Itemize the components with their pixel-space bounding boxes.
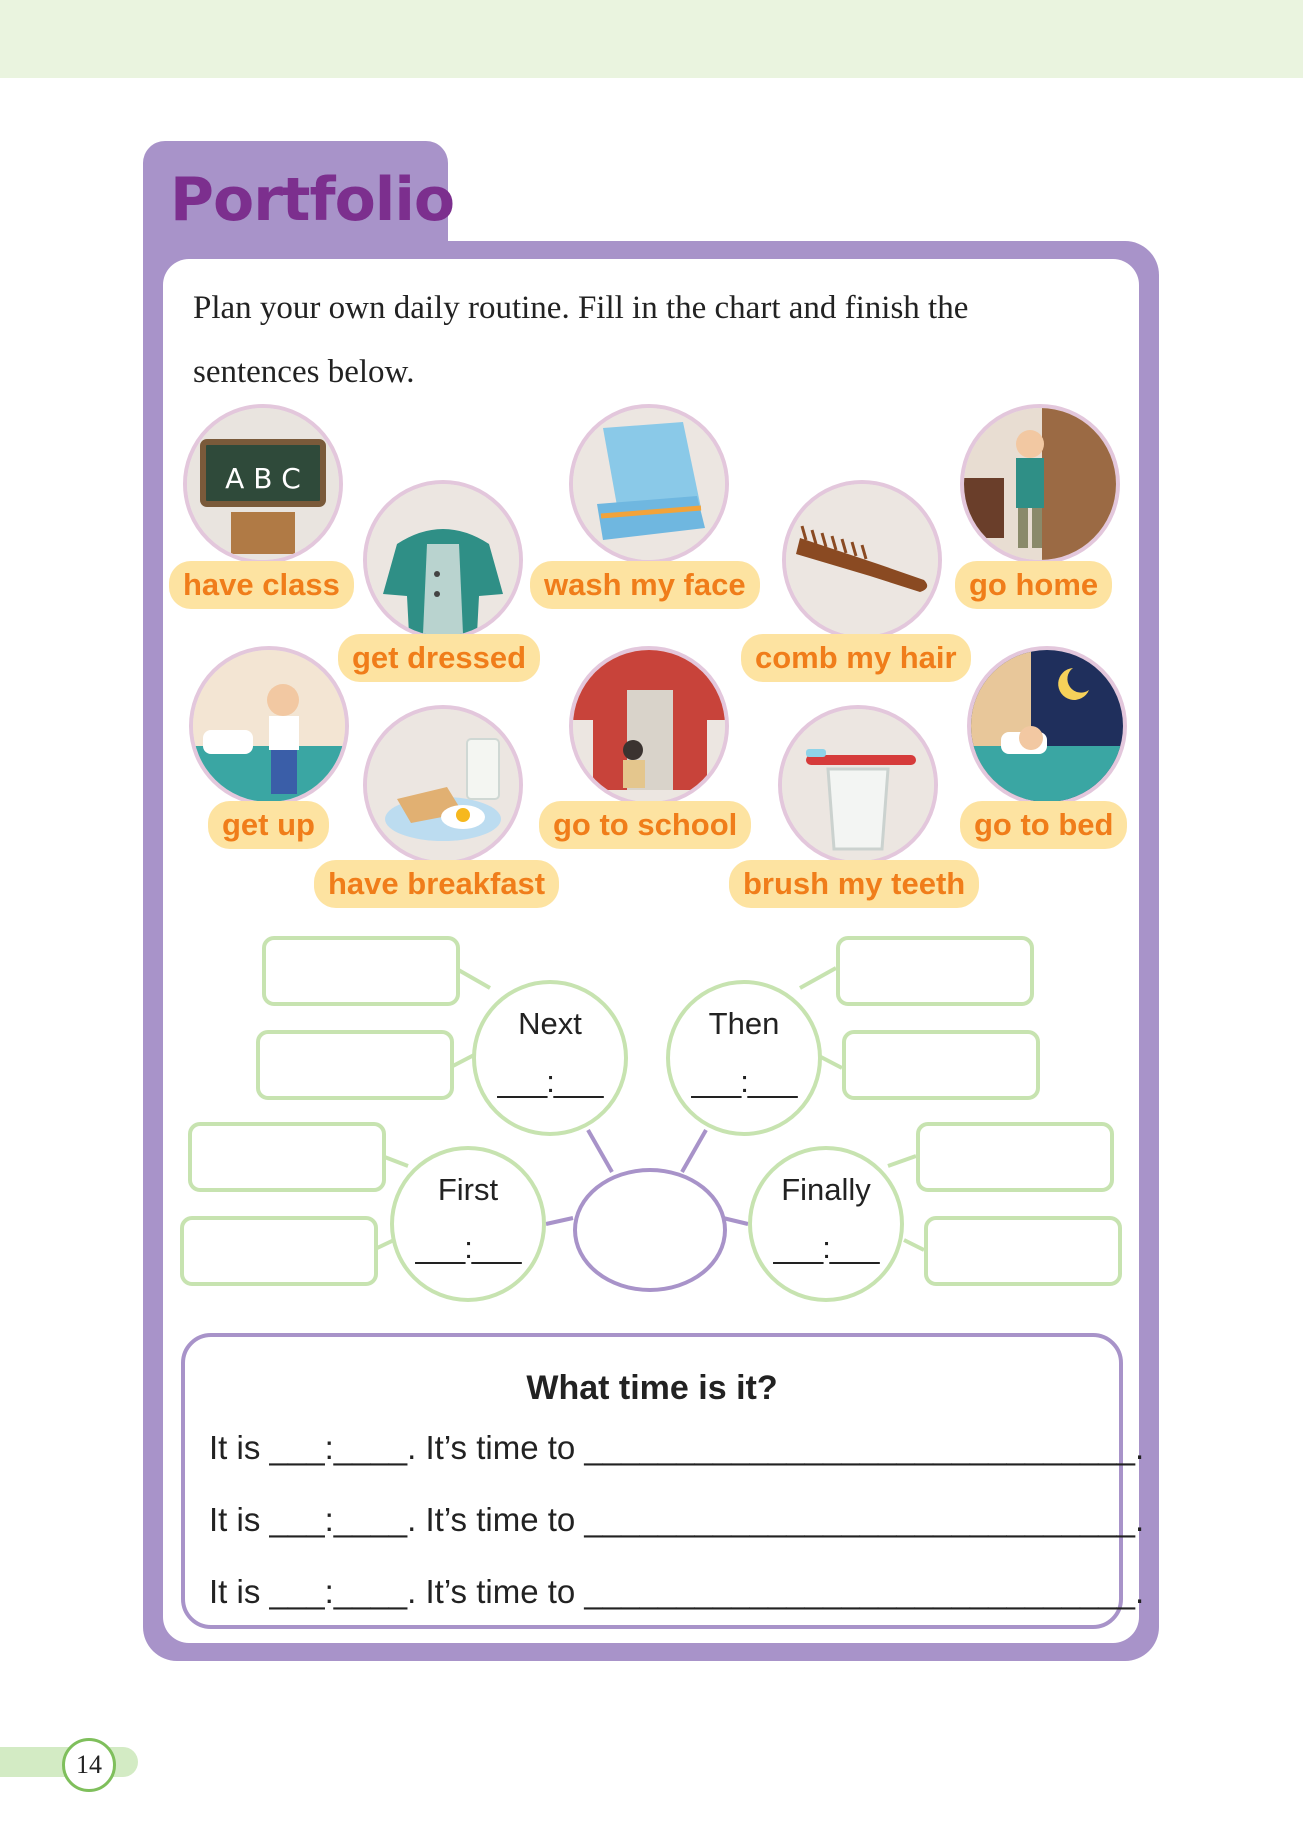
activity-label: go home <box>955 561 1112 609</box>
center-oval[interactable] <box>573 1168 727 1292</box>
step-time-blank[interactable]: ___:___ <box>415 1230 521 1265</box>
answer-box[interactable] <box>924 1216 1122 1286</box>
step-word: Finally <box>781 1172 871 1207</box>
step-time-blank[interactable]: ___:___ <box>497 1064 603 1099</box>
sentence-line[interactable]: It is ___:____. It’s time to ______________________________. <box>209 1573 1145 1610</box>
page-number: 14 <box>62 1738 116 1792</box>
activity-label: have breakfast <box>314 860 559 908</box>
sentence-line[interactable]: It is ___:____. It’s time to ______________________________. <box>209 1501 1145 1538</box>
answer-box[interactable] <box>262 936 460 1006</box>
page-title: Portfolio <box>170 165 455 235</box>
answer-box[interactable] <box>916 1122 1114 1192</box>
question-box <box>181 1333 1145 1629</box>
activity-label: get up <box>208 801 329 849</box>
activity-label: go to bed <box>960 801 1127 849</box>
step-next <box>472 980 628 1136</box>
step-word: First <box>437 1172 499 1207</box>
activity-label: get dressed <box>338 634 540 682</box>
step-finally <box>748 1146 904 1302</box>
answer-box[interactable] <box>836 936 1034 1006</box>
step-word: Then <box>708 1006 780 1041</box>
step-first <box>390 1146 546 1302</box>
question-title: What time is it? <box>526 1369 778 1407</box>
instruction-text: Plan your own daily routine. Fill in the chart and finish the sentences below. <box>193 290 969 390</box>
activity-label: go to school <box>539 801 751 849</box>
answer-box[interactable] <box>180 1216 378 1286</box>
activity-label: comb my hair <box>741 634 971 682</box>
svg-text:A B C: A B C <box>225 462 301 495</box>
activity-label: brush my teeth <box>729 860 979 908</box>
step-then <box>666 980 822 1136</box>
step-time-blank[interactable]: ___:___ <box>691 1064 797 1099</box>
activity-label: have class <box>169 561 354 609</box>
answer-box[interactable] <box>188 1122 386 1192</box>
step-word: Next <box>518 1006 582 1041</box>
sentence-line[interactable]: It is ___:____. It’s time to ______________________________. <box>209 1429 1145 1466</box>
answer-box[interactable] <box>842 1030 1040 1100</box>
activity-label: wash my face <box>530 561 760 609</box>
answer-box[interactable] <box>256 1030 454 1100</box>
step-time-blank[interactable]: ___:___ <box>773 1230 879 1265</box>
